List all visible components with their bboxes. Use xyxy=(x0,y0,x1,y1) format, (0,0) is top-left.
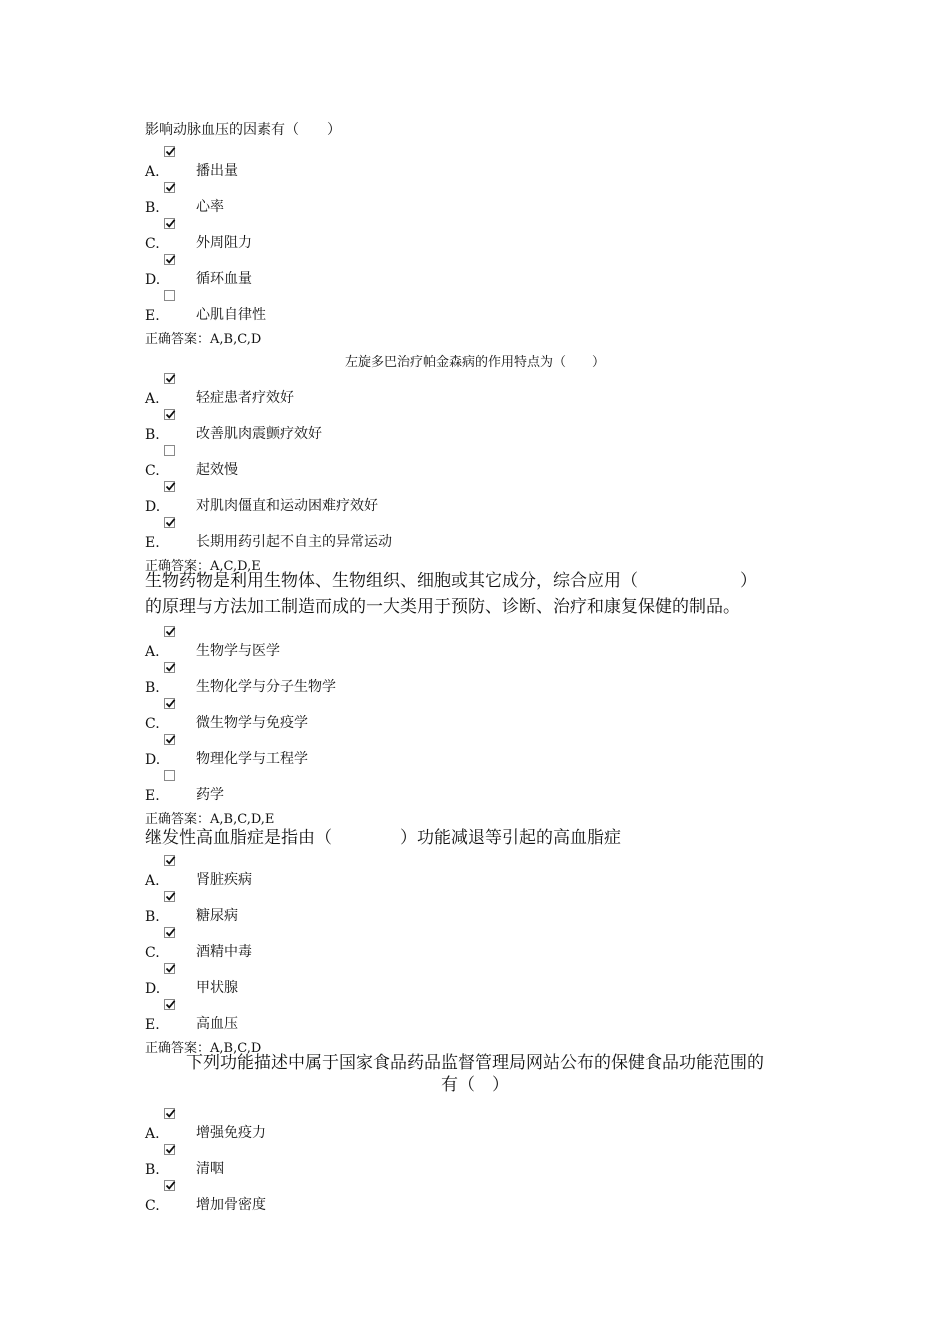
checkbox[interactable] xyxy=(164,254,175,265)
checkbox[interactable] xyxy=(164,182,175,193)
check-icon xyxy=(165,146,176,157)
q2-option-b[interactable] xyxy=(145,409,745,445)
checkbox[interactable] xyxy=(164,891,175,902)
q2-option-c[interactable] xyxy=(145,445,745,481)
option-text: 生物化学与分子生物学 xyxy=(196,679,336,695)
question-5-stem xyxy=(0,1052,950,1096)
check-icon xyxy=(165,409,176,420)
q4-option-c[interactable] xyxy=(145,927,745,963)
checkbox[interactable] xyxy=(164,927,175,938)
q3-option-e[interactable] xyxy=(145,770,745,806)
q2-option-e[interactable] xyxy=(145,517,745,553)
checkbox[interactable] xyxy=(164,373,175,384)
checkbox[interactable] xyxy=(164,698,175,709)
q3-correct-answer: 正确答案：A,B,C,D,E xyxy=(145,812,275,827)
checkbox[interactable] xyxy=(164,999,175,1010)
check-icon xyxy=(165,481,176,492)
checkbox[interactable] xyxy=(164,1180,175,1191)
option-text: 起效慢 xyxy=(196,462,238,478)
option-letter: C. xyxy=(145,463,160,479)
option-text: 肾脏疾病 xyxy=(196,872,252,888)
check-icon xyxy=(165,626,176,637)
q4-option-a[interactable] xyxy=(145,855,745,891)
option-letter: A. xyxy=(145,1126,160,1142)
check-icon xyxy=(165,218,176,229)
option-letter: B. xyxy=(145,1162,160,1178)
question-3-stem-line2: 的原理与方法加工制造而成的一大类用于预防、诊断、治疗和康复保健的制品。 xyxy=(145,597,740,617)
q1-option-c[interactable] xyxy=(145,218,745,254)
check-icon xyxy=(165,698,176,709)
option-text: 生物学与医学 xyxy=(196,643,280,659)
option-letter: B. xyxy=(145,680,160,696)
option-text: 药学 xyxy=(196,787,224,803)
option-text: 循环血量 xyxy=(196,271,252,287)
option-text: 播出量 xyxy=(196,163,238,179)
option-letter: B. xyxy=(145,200,160,216)
option-text: 清咽 xyxy=(196,1161,224,1177)
option-letter: D. xyxy=(145,752,161,768)
check-icon xyxy=(165,927,176,938)
option-text: 外周阻力 xyxy=(196,235,252,251)
q1-correct-answer: 正确答案：A,B,C,D xyxy=(145,332,262,347)
q1-option-b[interactable] xyxy=(145,182,745,218)
option-text: 糖尿病 xyxy=(196,908,238,924)
q3-option-a[interactable] xyxy=(145,626,745,662)
checkbox[interactable] xyxy=(164,517,175,528)
question-5-stem-line1: 下列功能描述中属于国家食品药品监督管理局网站公布的保健食品功能范围的 xyxy=(186,1053,764,1073)
question-2-stem: 左旋多巴治疗帕金森病的作用特点为（ ） xyxy=(344,355,605,370)
option-letter: D. xyxy=(145,272,161,288)
checkbox[interactable] xyxy=(164,662,175,673)
checkbox[interactable] xyxy=(164,218,175,229)
q1-option-d[interactable] xyxy=(145,254,745,290)
q3-option-b[interactable] xyxy=(145,662,745,698)
option-letter: E. xyxy=(145,1017,160,1033)
option-letter: C. xyxy=(145,716,160,732)
question-3-stem xyxy=(145,568,757,620)
check-icon xyxy=(165,1180,176,1191)
check-icon xyxy=(165,662,176,673)
option-text: 微生物学与免疫学 xyxy=(196,715,308,731)
q4-option-e[interactable] xyxy=(145,999,745,1035)
check-icon xyxy=(165,182,176,193)
option-letter: B. xyxy=(145,427,160,443)
q1-option-e[interactable] xyxy=(145,290,745,326)
question-4-stem: 继发性高血脂症是指由（ ）功能减退等引起的高血脂症 xyxy=(145,828,621,848)
checkbox[interactable] xyxy=(164,734,175,745)
q5-option-b[interactable] xyxy=(145,1144,745,1180)
option-text: 心肌自律性 xyxy=(196,307,266,323)
q4-correct-answer: 正确答案：A,B,C,D xyxy=(145,1041,262,1056)
option-text: 轻症患者疗效好 xyxy=(196,390,294,406)
checkbox[interactable] xyxy=(164,855,175,866)
check-icon xyxy=(165,1144,176,1155)
check-icon xyxy=(165,734,176,745)
option-letter: C. xyxy=(145,945,160,961)
q4-option-d[interactable] xyxy=(145,963,745,999)
option-letter: E. xyxy=(145,788,160,804)
question-5-stem-line2: 有（ ） xyxy=(441,1075,509,1095)
check-icon xyxy=(165,254,176,265)
checkbox[interactable] xyxy=(164,481,175,492)
check-icon xyxy=(165,373,176,384)
option-text: 心率 xyxy=(196,199,224,215)
option-letter: C. xyxy=(145,236,160,252)
option-letter: A. xyxy=(145,873,160,889)
option-letter: D. xyxy=(145,499,161,515)
checkbox[interactable] xyxy=(164,626,175,637)
q4-option-b[interactable] xyxy=(145,891,745,927)
q5-option-c[interactable] xyxy=(145,1180,745,1216)
checkbox[interactable] xyxy=(164,409,175,420)
checkbox[interactable] xyxy=(164,445,175,456)
q5-option-a[interactable] xyxy=(145,1108,745,1144)
check-icon xyxy=(165,517,176,528)
q2-option-d[interactable] xyxy=(145,481,745,517)
check-icon xyxy=(165,963,176,974)
option-text: 长期用药引起不自主的异常运动 xyxy=(196,534,392,550)
checkbox[interactable] xyxy=(164,1108,175,1119)
question-1-stem: 影响动脉血压的因素有（ ） xyxy=(145,122,341,138)
option-text: 甲状腺 xyxy=(196,980,238,996)
check-icon xyxy=(165,855,176,866)
option-letter: A. xyxy=(145,164,160,180)
option-letter: C. xyxy=(145,1198,160,1214)
checkbox[interactable] xyxy=(164,290,175,301)
option-letter: A. xyxy=(145,644,160,660)
q3-option-c[interactable] xyxy=(145,698,745,734)
option-text: 改善肌肉震颤疗效好 xyxy=(196,426,322,442)
question-3-stem-line1: 生物药物是利用生物体、生物组织、细胞或其它成分，综合应用（ ） xyxy=(145,571,757,591)
option-text: 对肌肉僵直和运动困难疗效好 xyxy=(196,498,378,514)
q2-option-a[interactable] xyxy=(145,373,745,409)
q2-correct-answer: 正确答案：A,C,D,E xyxy=(145,559,261,574)
option-text: 酒精中毒 xyxy=(196,944,252,960)
option-text: 增强免疫力 xyxy=(196,1125,266,1141)
option-text: 增加骨密度 xyxy=(196,1197,266,1213)
q3-option-d[interactable] xyxy=(145,734,745,770)
option-text: 物理化学与工程学 xyxy=(196,751,308,767)
option-letter: E. xyxy=(145,308,160,324)
option-text: 高血压 xyxy=(196,1016,238,1032)
checkbox[interactable] xyxy=(164,146,175,157)
option-letter: D. xyxy=(145,981,161,997)
option-letter: B. xyxy=(145,909,160,925)
option-letter: E. xyxy=(145,535,160,551)
check-icon xyxy=(165,999,176,1010)
q1-option-a[interactable] xyxy=(145,146,745,182)
check-icon xyxy=(165,891,176,902)
checkbox[interactable] xyxy=(164,1144,175,1155)
checkbox[interactable] xyxy=(164,770,175,781)
checkbox[interactable] xyxy=(164,963,175,974)
check-icon xyxy=(165,1108,176,1119)
option-letter: A. xyxy=(145,391,160,407)
